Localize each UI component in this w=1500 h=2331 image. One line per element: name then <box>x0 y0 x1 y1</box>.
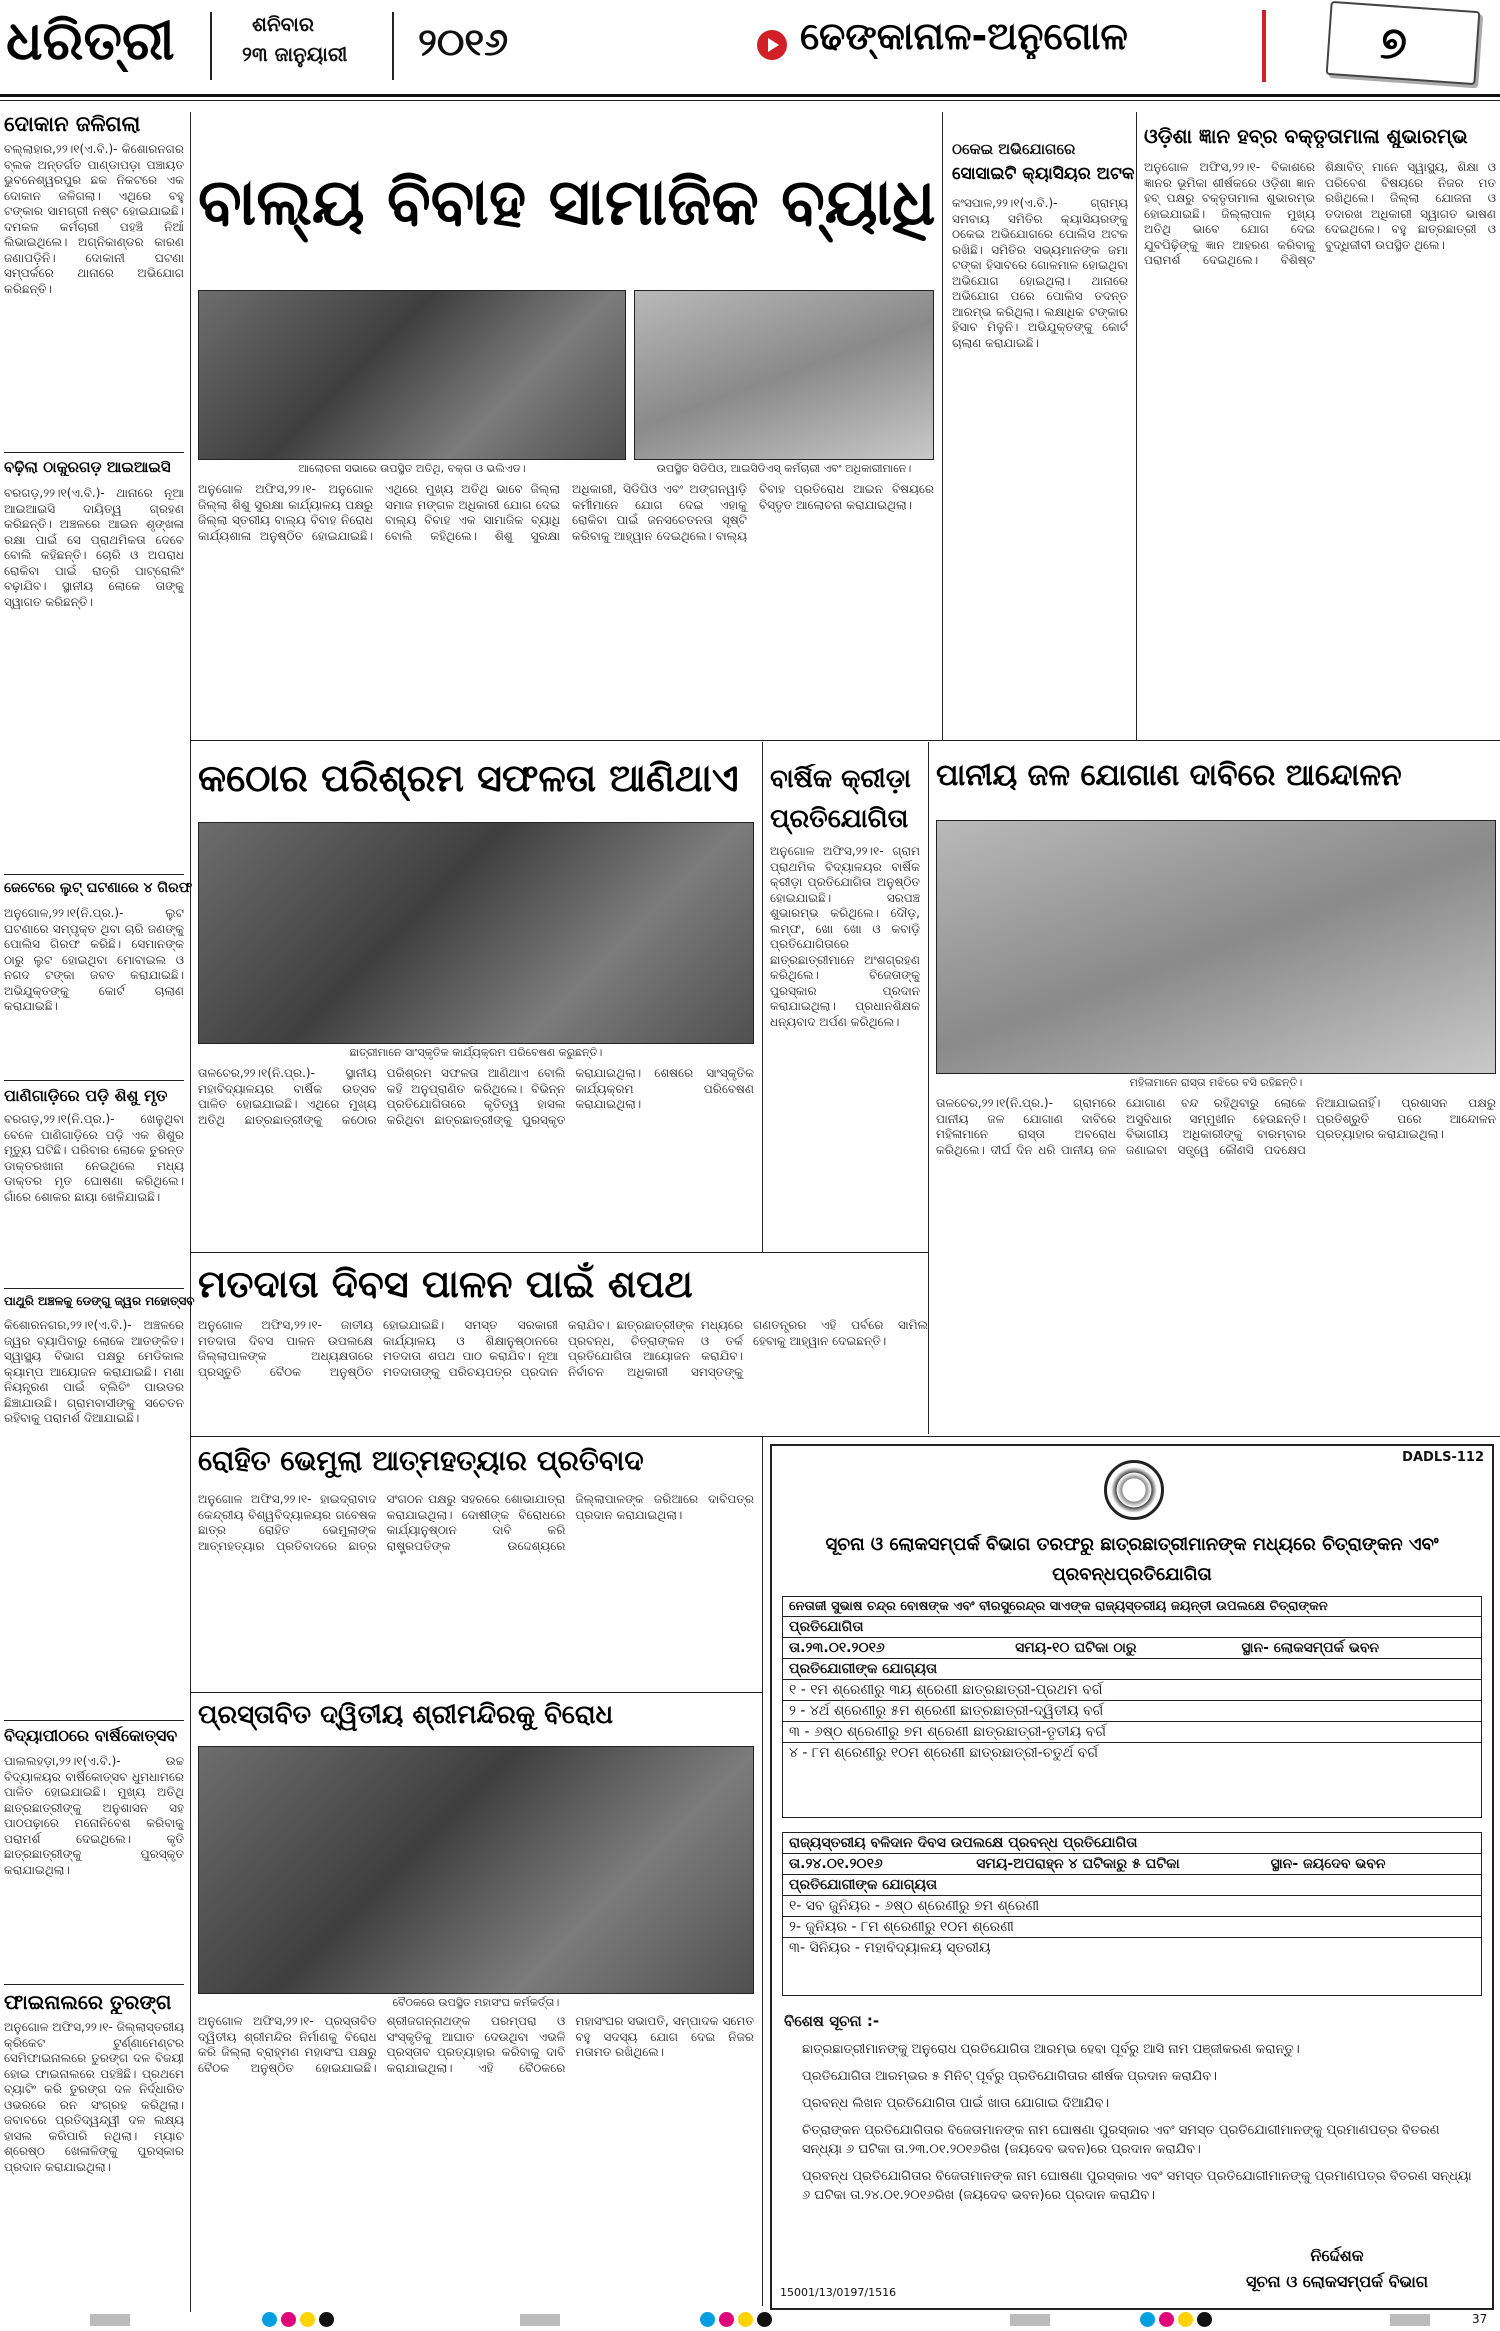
masthead <box>0 0 1500 112</box>
hard-work-photo <box>198 822 754 1044</box>
ad-notes <box>802 2040 1482 2205</box>
arrest-text: ଅନୁଗୋଳ,୨୨।୧(ନି.ପ୍ର.)- ଲୁଟ ଘଟଣାରେ ସମ୍ପୃକ୍ତ ଥିବା ଚାରି ଜଣଙ୍କୁ ପୋଲିସ ଗିରଫ କରିଛି। ସେମାନଙ୍କ ଠାରୁ ଲୁଟ ହୋଇଥିବା ମୋବାଇଲ ଓ ନଗଦ ଟଙ୍କା ଜବତ କରାଯାଇଛି। ଅଭିଯୁକ୍ତଙ୍କୁ କୋର୍ଟ ଚାଲାଣ କରାଯାଇଛି। <box>4 906 184 1013</box>
section1-list-title: ପ୍ରତିଯୋଗୀଙ୍କ ଯୋଗ୍ୟତା <box>789 1661 938 1677</box>
police-headline: ବଢ଼ିଲା ଠାକୁରଗଡ଼ ଆଇଆଇସି <box>4 458 171 476</box>
section1-item: ୧ - ୧ମ ଶ୍ରେଣୀରୁ ୩ୟ ଶ୍ରେଣୀ ଛାତ୍ରଛାତ୍ରୀ-ପ୍ରଥମ ବର୍ଗ <box>789 1682 1103 1698</box>
section2-item: ୧- ସବ ଜୁନିୟର - ୬ଷ୍ଠ ଶ୍ରେଣୀରୁ ୭ମ ଶ୍ରେଣୀ <box>789 1898 1040 1914</box>
ad-ref: 15001/13/0197/1516 <box>780 2286 897 2299</box>
temple-caption: ବୈଠକରେ ଉପସ୍ଥିତ ମହାସଂଘ କର୍ମକର୍ତ୍ତା। <box>392 1996 560 2009</box>
fever-headline: ପାଥୁରି ଅଞ୍ଚଳକୁ ଡେଙ୍ଗୁ ଜ୍ୱର ମହୋତ୍ସବ <box>4 1294 195 1308</box>
child-death-headline: ପାଣିଗାଡ଼ିରେ ପଡ଼ି ଶିଶୁ ମୃତ <box>4 1086 168 1105</box>
temple-headline: ପ୍ରସ୍ତାବିତ ଦ୍ୱିତୀୟ ଶ୍ରୀମନ୍ଦିରକୁ ବିରୋଧ <box>198 1700 614 1730</box>
note-item: ପ୍ରବନ୍ଧ ଲିଖନ ପ୍ରତିଯୋଗିତା ପାଇଁ ଖାତା ଯୋଗାଇ ଦିଆଯିବ। <box>802 2096 1110 2111</box>
registration-marks <box>0 2312 1500 2329</box>
cashier-text: କଂସପାଳ,୨୨।୧(ଏ.ବି.)- ଗ୍ରାମ୍ୟ ସମବାୟ ସମିତିର କ୍ୟାସିୟରଙ୍କୁ ଠକେଇ ଅଭିଯୋଗରେ ପୋଲିସ ଅଟକ ରଖିଛି। ସମିତିର ସଭ୍ୟମାନଙ୍କ ଜମା ଟଙ୍କା ହିସାବରେ ଗୋଳମାଳ ହୋଇଥିବା ଅଭିଯୋଗ ହୋଇଥିଲା। ଥାନାରେ ଅଭିଯୋଗ ପରେ ପୋଲିସ ତଦନ୍ତ ଆରମ୍ଭ କରିଥିଲା। ଲକ୍ଷାଧିକ ଟଙ୍କାର ହିସାବ ମିଳୁନି। ଅଭିଯୁକ୍ତଙ୍କୁ କୋର୍ଟ ଚାଲାଣ କରାଯାଇଛି। <box>952 196 1128 350</box>
government-ad <box>770 1444 1494 2310</box>
cashier-headline: ସୋସାଇଟି କ୍ୟାସିୟର ଅଟକ <box>952 164 1135 184</box>
temple-photo <box>198 1746 754 1994</box>
shop-fire-headline: ଦୋକାନ ଜଳିଗଲା <box>4 112 141 136</box>
note-item: ଚିତ୍ରାଙ୍କନ ପ୍ରତିଯୋଗିତାର ବିଜେତାମାନଙ୍କ ନାମ ଘୋଷଣା ପୁରସ୍କାର ଏବଂ ସମସ୍ତ ପ୍ରତିଯୋଗୀମାନଙ୍କୁ ପ୍ରମାଣପତ୍ର ବିତରଣ ସନ୍ଧ୍ୟା ୬ ଘଟିକା ତା.୨୩.୦୧.୨୦୧୬ରିଖ (ଜୟଦେବ ଭବନ)ରେ ପ୍ରଦାନ କରାଯିବ। <box>802 2123 1440 2157</box>
hard-work-caption: ଛାତ୍ରୀମାନେ ସାଂସ୍କୃତିକ କାର୍ଯ୍ୟକ୍ରମ ପରିବେଷଣ କରୁଛନ୍ତି। <box>349 1046 603 1059</box>
cashier-kicker: ଠକେଇ ଅଭିଯୋଗରେ <box>952 140 1076 158</box>
child-marriage-text: ଅନୁଗୋଳ ଅଫିସ,୨୨।୧- ଅନୁଗୋଳ ଜିଲ୍ଲା ଶିଶୁ ସୁରକ୍ଷା କାର୍ଯ୍ୟାଳୟ ପକ୍ଷରୁ ଜିଲ୍ଲା ସ୍ତରୀୟ ବାଲ୍ୟ ବିବାହ ନିରୋଧ କାର୍ଯ୍ୟଶାଳା ଅନୁଷ୍ଠିତ ହୋଇଯାଇଛି। ଏଥିରେ ମୁଖ୍ୟ ଅତିଥି ଭାବେ ଜିଲ୍ଲା ସମାଜ ମଙ୍ଗଳ ଅଧିକାରୀ ଯୋଗ ଦେଇ ବାଲ୍ୟ ବିବାହ ଏକ ସାମାଜିକ ବ୍ୟାଧି ବୋଲି କହିଥିଲେ। ଶିଶୁ ସୁରକ୍ଷା ଅଧିକାରୀ, ସିଡିପିଓ ଏବଂ ଅଙ୍ଗନୱାଡ଼ି କର୍ମୀମାନେ ଯୋଗ ଦେଇ ଏହାକୁ ରୋକିବା ପାଇଁ ଜନସଚେତନତା ସୃଷ୍ଟି କରିବାକୁ ଆହ୍ୱାନ ଦେଇଥିଲେ। ବାଲ୍ୟ ବିବାହ ପ୍ରତିରୋଧ ଆଇନ ବିଷୟରେ ବିସ୍ତୃତ ଆଲୋଚନା କରାଯାଇଥିଲା। <box>198 482 934 543</box>
signature-dept: ସୂଚନା ଓ ଲୋକସମ୍ପର୍କ ବିଭାଗ <box>1245 2272 1429 2291</box>
knowledge-hub-headline: ଓଡ଼ିଶା ଜ୍ଞାନ ହବ୍‌ର ବକ୍ତୃତାମାଳା ଶୁଭାରମ୍ଭ <box>1144 124 1468 148</box>
section1-item: ୨ - ୪ର୍ଥ ଶ୍ରେଣୀରୁ ୫ମ ଶ୍ରେଣୀ ଛାତ୍ରଛାତ୍ରୀ-ଦ୍ୱିତୀୟ ବର୍ଗ <box>789 1703 1104 1719</box>
child-marriage-photo-left <box>198 290 626 460</box>
hard-work-headline: କଠୋର ପରିଶ୍ରମ ସଫଳତା ଆଣିଥାଏ <box>198 756 739 800</box>
hard-work-text: ତାଳଚେର,୨୨।୧(ନି.ପ୍ର.)- ସ୍ଥାନୀୟ ମହାବିଦ୍ୟାଳୟର ବାର୍ଷିକ ଉତ୍ସବ ପାଳିତ ହୋଇଯାଇଛି। ଏଥିରେ ମୁଖ୍ୟ ଅତିଥି ଛାତ୍ରଛାତ୍ରୀଙ୍କୁ କଠୋର ପରିଶ୍ରମ ସଫଳତା ଆଣିଥାଏ ବୋଲି କହି ଅନୁପ୍ରାଣିତ କରିଥିଲେ। ବିଭିନ୍ନ ପ୍ରତିଯୋଗିତାରେ କୃତିତ୍ୱ ହାସଲ କରିଥିବା ଛାତ୍ରଛାତ୍ରୀଙ୍କୁ ପୁରସ୍କୃତ କରାଯାଇଥିଲା। ଶେଷରେ ସାଂସ୍କୃତିକ କାର୍ଯ୍ୟକ୍ରମ ପରିବେଷଣ କରାଯାଇଥିଲା। <box>198 1066 754 1127</box>
knowledge-hub-text: ଅନୁଗୋଳ ଅଫିସ,୨୨।୧- ବିକାଶରେ ଜ୍ଞାନର ଭୂମିକା ଶୀର୍ଷକରେ ଓଡ଼ିଶା ଜ୍ଞାନ ହବ୍ ପକ୍ଷରୁ ବକ୍ତୃତାମାଳା ଶୁଭାରମ୍ଭ ହୋଇଯାଇଛି। ଜିଲ୍ଲାପାଳ ମୁଖ୍ୟ ଅତିଥି ଭାବେ ଯୋଗ ଦେଇ ଯୁବପିଢ଼ିଙ୍କୁ ଜ୍ଞାନ ଆହରଣ କରିବାକୁ ପରାମର୍ଶ ଦେଇଥିଲେ। ବିଶିଷ୍ଟ ଶିକ୍ଷାବିତ୍ ମାନେ ସ୍ୱାସ୍ଥ୍ୟ, ଶିକ୍ଷା ଓ ପରିବେଶ ବିଷୟରେ ନିଜର ମତ ରଖିଥିଲେ। ଜିଲ୍ଲା ଯୋଜନା ଓ ତଦାରଖ ଅଧିକାରୀ ସ୍ୱାଗତ ଭାଷଣ ଦେଇଥିଲେ। ବହୁ ଛାତ୍ରଛାତ୍ରୀ ଓ ବୁଦ୍ଧିଜୀବୀ ଉପସ୍ଥିତ ଥିଲେ। <box>1144 160 1496 267</box>
section2-heading: ରାଜ୍ୟସ୍ତରୀୟ ବଳିଦାନ ଦିବସ ଉପଲକ୍ଷେ ପ୍ରବନ୍ଧ ପ୍ରତିଯୋଗିତା <box>789 1835 1138 1851</box>
voter-day-headline: ମତଦାତା ଦିବସ ପାଳନ ପାଇଁ ଶପଥ <box>198 1262 693 1306</box>
left-column <box>4 112 195 2312</box>
section2-time: ସମୟ-ଅପରାହ୍ନ ୪ ଘଟିକାରୁ ୫ ଘଟିକା <box>976 1856 1180 1872</box>
fest-text: ପାଲଲହଡ଼ା,୨୨।୧(ଏ.ବି.)- ଉଚ୍ଚ ବିଦ୍ୟାଳୟର ବାର୍ଷିକୋତ୍ସବ ଧୁମଧାମରେ ପାଳିତ ହୋଇଯାଇଛି। ମୁଖ୍ୟ ଅତିଥି ଛାତ୍ରଛାତ୍ରୀଙ୍କୁ ଅନୁଶାସନ ସହ ପାଠପଢ଼ାରେ ମନୋନିବେଶ କରିବାକୁ ପରାମର୍ଶ ଦେଇଥିଲେ। କୃତି ଛାତ୍ରଛାତ୍ରୀଙ୍କୁ ପୁରସ୍କୃତ କରାଯାଇଥିଲା। <box>4 1754 184 1877</box>
police-text: ବରଗଡ଼,୨୨।୧(ଏ.ବି.)- ଥାନାରେ ନୂଆ ଆଇଆଇସି ଦାୟିତ୍ୱ ଗ୍ରହଣ କରିଛନ୍ତି। ଅଞ୍ଚଳରେ ଆଇନ ଶୃଙ୍ଖଳା ରକ୍ଷା ପାଇଁ ସେ ପ୍ରାଥମିକତା ଦେବେ ବୋଲି କହିଛନ୍ତି। ଚୋରି ଓ ଅପରାଧ ରୋକିବା ପାଇଁ ରାତ୍ରି ପାଟ୍ରୋଲିଂ ବଢ଼ାଯିବ। ସ୍ଥାନୀୟ ଲୋକେ ତାଙ୍କୁ ସ୍ୱାଗତ କରିଛନ୍ତି। <box>4 486 184 609</box>
section2-date: ତା.୨୪.୦୧.୨୦୧୬ <box>789 1856 883 1872</box>
section1-item: ୩ - ୬ଷ୍ଠ ଶ୍ରେଣୀରୁ ୭ମ ଶ୍ରେଣୀ ଛାତ୍ରଛାତ୍ରୀ-ତୃତୀୟ ବର୍ଗ <box>789 1724 1106 1740</box>
water-photo <box>936 820 1496 1074</box>
ad-code: DADLS-112 <box>1402 1450 1484 1465</box>
section1-date: ତା.୨୩.୦୧.୨୦୧୬ <box>789 1640 885 1656</box>
fever-text: କିଶୋରନଗର,୨୨।୧(ଏ.ବି.)- ଅଞ୍ଚଳରେ ଜ୍ୱର ବ୍ୟାପିବାରୁ ଲୋକେ ଆତଙ୍କିତ। ସ୍ୱାସ୍ଥ୍ୟ ବିଭାଗ ପକ୍ଷରୁ ମେଡିକାଲ କ୍ୟାମ୍ପ ଆୟୋଜନ କରାଯାଇଛି। ମଶା ନିୟନ୍ତ୍ରଣ ପାଇଁ ବ୍ଲିଚିଂ ପାଉଡର ଛିଞ୍ଚାଯାଉଛି। ଗ୍ରାମବାସୀଙ୍କୁ ସଚେତନ ରହିବାକୁ ପରାମର୍ଶ ଦିଆଯାଇଛି। <box>4 1318 184 1425</box>
section-title: ଢେଙ୍କାନାଳ-ଅନୁଗୋଳ <box>800 14 1128 58</box>
voter-day-text: ଅନୁଗୋଳ ଅଫିସ,୨୨।୧- ଜାତୀୟ ମତଦାତା ଦିବସ ପାଳନ ଉପଲକ୍ଷେ ଜିଲ୍ଲାପାଳଙ୍କ ଅଧ୍ୟକ୍ଷତାରେ ପ୍ରସ୍ତୁତି ବୈଠକ ଅନୁଷ୍ଠିତ ହୋଇଯାଇଛି। ସମସ୍ତ ସରକାରୀ କାର୍ଯ୍ୟାଳୟ ଓ ଶିକ୍ଷାନୁଷ୍ଠାନରେ ମତଦାତା ଶପଥ ପାଠ କରାଯିବ। ନୂଆ ମତଦାତାଙ୍କୁ ପରିଚୟପତ୍ର ପ୍ରଦାନ କରାଯିବ। ଛାତ୍ରଛାତ୍ରୀଙ୍କ ମଧ୍ୟରେ ପ୍ରବନ୍ଧ, ଚିତ୍ରାଙ୍କନ ଓ ତର୍କ ପ୍ରତିଯୋଗିତା ଆୟୋଜନ କରାଯିବ। ନିର୍ବାଚନ ଅଧିକାରୀ ସମସ୍ତଙ୍କୁ ଗଣତନ୍ତ୍ରର ଏହି ପର୍ବରେ ସାମିଲ ହେବାକୁ ଆହ୍ୱାନ ଦେଇଛନ୍ତି। <box>198 1318 928 1379</box>
child-marriage-caption-right: ଉପସ୍ଥିତ ସିଡିପିଓ, ଆଇସିଡିଏସ୍ କର୍ମଚାରୀ ଏବଂ ଅଧିକାରୀମାନେ। <box>656 462 912 475</box>
notes-title: ବିଶେଷ ସୂଚନା :- <box>784 2012 880 2030</box>
note-item: ଛାତ୍ରଛାତ୍ରୀମାନଙ୍କୁ ଅନୁରୋଧ ପ୍ରତିଯୋଗିତା ଆରମ୍ଭ ହେବା ପୂର୍ବରୁ ଆସି ନାମ ପଞ୍ଜୀକରଣ କରାନ୍ତୁ। <box>802 2042 1300 2057</box>
section1-subheading: ପ୍ରତିଯୋଗିତା <box>789 1619 864 1635</box>
arrest-headline: ଜେଟେରେ ଲୁଟ୍ ଘଟଣାରେ ୪ ଗିରଫ <box>4 880 193 896</box>
page-number: ୭ <box>1380 18 1407 69</box>
section1-item: ୪ - ୮ମ ଶ୍ରେଣୀରୁ ୧୦ମ ଶ୍ରେଣୀ ଛାତ୍ରଛାତ୍ରୀ-ଚତୁର୍ଥ ବର୍ଗ <box>789 1745 1098 1761</box>
note-item: ପ୍ରବନ୍ଧ ପ୍ରତିଯୋଗିତାର ବିଜେତାମାନଙ୍କ ନାମ ଘୋଷଣା ପୁରସ୍କାର ଏବଂ ସମସ୍ତ ପ୍ରତିଯୋଗୀମାନଙ୍କୁ ପ୍ରମାଣପତ୍ର ବିତରଣ ସନ୍ଧ୍ୟା ୬ ଘଟିକା ତା.୨୪.୦୧.୨୦୧୬ରିଖ (ଜୟଦେବ ଭବନ)ରେ ପ୍ରଦାନ କରାଯିବ। <box>802 2169 1472 2203</box>
child-marriage-photo-right <box>634 290 934 460</box>
section1-time: ସମୟ-୧୦ ଘଟିକା ଠାରୁ <box>1015 1640 1137 1656</box>
child-marriage-headline: ବାଲ୍ୟ ବିବାହ ସାମାଜିକ ବ୍ୟାଧି <box>198 166 936 240</box>
child-death-text: ବରଗଡ଼,୨୨।୧(ନି.ପ୍ର.)- ଖେଳୁଥିବା ବେଳେ ପାଣିଗାଡ଼ିରେ ପଡ଼ି ଏକ ଶିଶୁର ମୃତ୍ୟୁ ଘଟିଛି। ପରିବାର ଲୋକେ ତୁରନ୍ତ ଡାକ୍ତରଖାନା ନେଇଥିଲେ ମଧ୍ୟ ଡାକ୍ତର ମୃତ ଘୋଷଣା କରିଥିଲେ। ଗାଁରେ ଶୋକର ଛାୟା ଖେଳିଯାଇଛି। <box>4 1112 184 1204</box>
section2-venue: ସ୍ଥାନ- ଜୟଦେବ ଭବନ <box>1270 1856 1386 1872</box>
final-headline: ଫାଇନାଲରେ ତୁରଙ୍ଗ <box>4 1990 172 2014</box>
masthead-date: ୨୩ ଜାନୁୟାରୀ <box>242 42 348 66</box>
masthead-logo: ଧରିତ୍ରୀ <box>6 8 175 72</box>
ad-section-1 <box>782 1596 1482 1818</box>
section1-venue: ସ୍ଥାନ- ଲୋକସମ୍ପର୍କ ଭବନ <box>1241 1640 1380 1656</box>
water-text: ତାଳଚେର,୨୨।୧(ନି.ପ୍ର.)- ଗ୍ରାମରେ ପାନୀୟ ଜଳ ଯୋଗାଣ ଦାବିରେ ମହିଳାମାନେ ରାସ୍ତା ଅବରୋଧ କରିଥିଲେ। ଦୀର୍ଘ ଦିନ ଧରି ପାନୀୟ ଜଳ ଯୋଗାଣ ବନ୍ଦ ରହିଥିବାରୁ ଲୋକେ ଅସୁବିଧାର ସମ୍ମୁଖୀନ ହେଉଛନ୍ତି। ବିଭାଗୀୟ ଅଧିକାରୀଙ୍କୁ ବାରମ୍ବାର ଜଣାଇବା ସତ୍ତ୍ୱେ କୌଣସି ପଦକ୍ଷେପ ନିଆଯାଇନାହିଁ। ପ୍ରଶାସନ ପକ୍ଷରୁ ପ୍ରତିଶ୍ରୁତି ପରେ ଆନ୍ଦୋଳନ ପ୍ରତ୍ୟାହାର କରାଯାଇଥିଲା। <box>936 1096 1496 1157</box>
section2-item: ୩- ସିନିୟର - ମହାବିଦ୍ୟାଳୟ ସ୍ତରୀୟ <box>789 1940 991 1956</box>
ad-title-2: ପ୍ରବନ୍ଧପ୍ରତିଯୋଗିତା <box>1052 1564 1212 1585</box>
child-marriage-caption-left: ଆଲୋଚନା ସଭାରେ ଉପସ୍ଥିତ ଅତିଥି, ବକ୍ତା ଓ ଭଲିଏଡ। <box>298 462 526 475</box>
sports-text: ଅନୁଗୋଳ ଅଫିସ,୨୨।୧- ଗ୍ରାମ ପ୍ରାଥମିକ ବିଦ୍ୟାଳୟର ବାର୍ଷିକ କ୍ରୀଡ଼ା ପ୍ରତିଯୋଗିତା ଅନୁଷ୍ଠିତ ହୋଇଯାଇଛି। ସରପଞ୍ଚ ଶୁଭାରମ୍ଭ କରିଥିଲେ। ଦୌଡ଼, ଲମ୍ଫ, ଖୋ ଖୋ ଓ କବାଡ଼ି ପ୍ରତିଯୋଗିତାରେ ଛାତ୍ରଛାତ୍ରୀମାନେ ଅଂଶଗ୍ରହଣ କରିଥିଲେ। ବିଜେତାଙ୍କୁ ପୁରସ୍କାର ପ୍ରଦାନ କରାଯାଇଥିଲା। ପ୍ରଧାନଶିକ୍ଷକ ଧନ୍ୟବାଦ ଅର୍ପଣ କରିଥିଲେ। <box>770 844 920 1029</box>
rohith-text: ଅନୁଗୋଳ ଅଫିସ,୨୨।୧- ହାଇଦ୍ରାବାଦ କେନ୍ଦ୍ରୀୟ ବିଶ୍ୱବିଦ୍ୟାଳୟର ଗବେଷକ ଛାତ୍ର ରୋହିତ ଭେମୁଲାଙ୍କ ଆତ୍ମହତ୍ୟାର ପ୍ରତିବାଦରେ ଛାତ୍ର ସଂଗଠନ ପକ୍ଷରୁ ସହରରେ ଶୋଭାଯାତ୍ରା କରାଯାଇଥିଲା। ଦୋଷୀଙ୍କ ବିରୋଧରେ କାର୍ଯ୍ୟାନୁଷ୍ଠାନ ଦାବି କରି ରାଷ୍ଟ୍ରପତିଙ୍କ ଉଦ୍ଦେଶ୍ୟରେ ଜିଲ୍ଲାପାଳଙ୍କ ଜରିଆରେ ଦାବିପତ୍ର ପ୍ରଦାନ କରାଯାଇଥିଲା। <box>198 1492 754 1553</box>
water-headline: ପାନୀୟ ଜଳ ଯୋଗାଣ ଦାବିରେ ଆନ୍ଦୋଳନ <box>936 758 1402 793</box>
page-code: 37 <box>1472 2312 1488 2326</box>
final-text: ଅନୁଗୋଳ ଅଫିସ,୨୨।୧- ଜିଲ୍ଲାସ୍ତରୀୟ କ୍ରିକେଟ ଟୁର୍ଣ୍ଣାମେଣ୍ଟର ସେମିଫାଇନାଲରେ ତୁରଙ୍ଗ ଦଳ ବିଜୟୀ ହୋଇ ଫାଇନାଲରେ ପହଞ୍ଚିଛି। ପ୍ରଥମେ ବ୍ୟାଟିଂ କରି ତୁରଙ୍ଗ ଦଳ ନିର୍ଦ୍ଧାରିତ ଓଭରରେ ରନ ସଂଗ୍ରହ କରିଥିଲା। ଜବାବରେ ପ୍ରତିଦ୍ୱନ୍ଦ୍ୱୀ ଦଳ ଲକ୍ଷ୍ୟ ହାସଲ କରିପାରି ନଥିଲା। ମ୍ୟାଚ ଶ୍ରେଷ୍ଠ ଖେଳାଳିଙ୍କୁ ପୁରସ୍କାର ପ୍ରଦାନ କରାଯାଇଥିଲା। <box>4 2020 184 2174</box>
shop-fire-text: ବଲ୍ଲାହାର,୨୨।୧(ଏ.ବି.)- କିଶୋରନଗର ବ୍ଲକ ଅନ୍ତର୍ଗତ ପାଣ୍ଡାପଡ଼ା ପଞ୍ଚାୟତ ଭୁବନେଶ୍ୱରପୁର ଛକ ନିକଟରେ ଏକ ଦୋକାନ ଜଳିଗଲା। ଏଥିରେ ବହୁ ଟଙ୍କାର ସାମଗ୍ରୀ ନଷ୍ଟ ହୋଇଯାଇଛି। ଦମକଳ କର୍ମଚାରୀ ପହଞ୍ଚି ନିଆଁ ଲିଭାଇଥିଲେ। ଅଗ୍ନିକାଣ୍ଡର କାରଣ ଜଣାପଡ଼ିନି। ଦୋକାନୀ ଘଟଣା ସମ୍ପର୍କରେ ଥାନାରେ ଅଭିଯୋଗ କରିଛନ୍ତି। <box>4 142 184 296</box>
section-play-icon <box>757 30 787 60</box>
masthead-day: ଶନିବାର <box>252 12 315 36</box>
fest-headline: ବିଦ୍ୟାପୀଠରେ ବାର୍ଷିକୋତ୍ସବ <box>4 1726 178 1745</box>
note-item: ପ୍ରତିଯୋଗିତା ଆରମ୍ଭର ୫ ମିନିଟ୍ ପୂର୍ବରୁ ପ୍ରତିଯୋଗିତାର ଶୀର୍ଷକ ପ୍ରଦାନ କରାଯିବ। <box>802 2069 1218 2084</box>
water-caption: ମହିଳାମାନେ ରାସ୍ତା ମଝିରେ ବସି ରହିଛନ୍ତି। <box>1129 1076 1303 1089</box>
sports-headline-1: ବାର୍ଷିକ କ୍ରୀଡ଼ା <box>770 764 911 794</box>
emblem-icon <box>1104 1460 1164 1520</box>
ad-section-2 <box>782 1832 1482 1996</box>
temple-text: ଅନୁଗୋଳ ଅଫିସ,୨୨।୧- ପ୍ରସ୍ତାବିତ ଦ୍ୱିତୀୟ ଶ୍ରୀମନ୍ଦିର ନିର୍ମାଣକୁ ବିରୋଧ କରି ଜିଲ୍ଲା ବ୍ରାହ୍ମଣ ମହାସଂଘ ପକ୍ଷରୁ ବୈଠକ ଅନୁଷ୍ଠିତ ହୋଇଯାଇଛି। ଶ୍ରୀଜଗନ୍ନାଥଙ୍କ ପରମ୍ପରା ଓ ସଂସ୍କୃତିକୁ ଆଘାତ ଦେଉଥିବା ଏଭଳି ପ୍ରସ୍ତାବ ପ୍ରତ୍ୟାହାର କରିବାକୁ ଦାବି କରାଯାଇଥିଲା। ଏହି ବୈଠକରେ ମହାସଂଘର ସଭାପତି, ସମ୍ପାଦକ ସମେତ ବହୁ ସଦସ୍ୟ ଯୋଗ ଦେଇ ନିଜର ମତାମତ ରଖିଥିଲେ। <box>198 2014 754 2075</box>
section1-heading: ନେତାଜୀ ସୁଭାଷ ଚନ୍ଦ୍ର ବୋଷଙ୍କ ଏବଂ ବୀରସୁରେନ୍ଦ୍ର ସାଏଙ୍କ ରାଜ୍ୟସ୍ତରୀୟ ଜୟନ୍ତୀ ଉପଲକ୍ଷେ ଚିତ୍ରାଙ୍କନ <box>789 1599 1328 1614</box>
rohith-headline: ରୋହିତ ଭେମୁଲା ଆତ୍ମହତ୍ୟାର ପ୍ରତିବାଦ <box>198 1444 644 1477</box>
section2-item: ୨- ଜୁନିୟର - ୮ମ ଶ୍ରେଣୀରୁ ୧୦ମ ଶ୍ରେଣୀ <box>789 1919 1014 1935</box>
masthead-year: ୨୦୧୬ <box>418 20 509 64</box>
sports-headline-2: ପ୍ରତିଯୋଗିତା <box>770 804 909 834</box>
ad-title-1: ସୂଚନା ଓ ଲୋକସମ୍ପର୍କ ବିଭାଗ ତରଫରୁ ଛାତ୍ରଛାତ୍ରୀମାନଙ୍କ ମଧ୍ୟରେ ଚିତ୍ରାଙ୍କନ ଏବଂ <box>825 1534 1439 1555</box>
signature-title: ନିର୍ଦ୍ଦେଶକ <box>1310 2246 1364 2265</box>
section2-list-title: ପ୍ରତିଯୋଗୀଙ୍କ ଯୋଗ୍ୟତା <box>789 1877 938 1893</box>
